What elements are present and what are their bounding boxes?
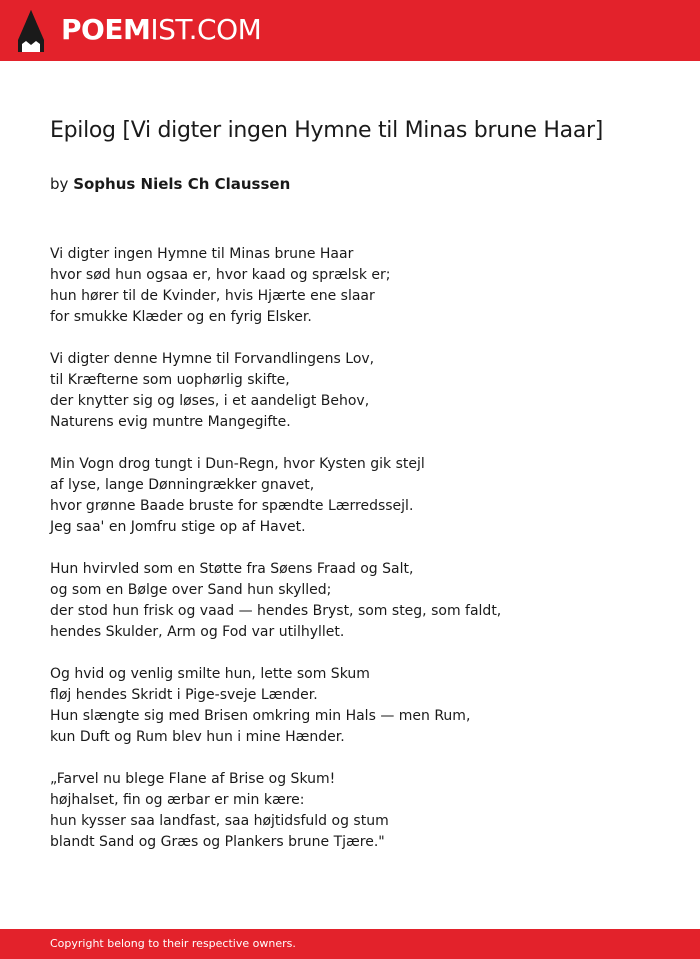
poem-line: „Farvel nu blege Flane af Brise og Skum! (50, 771, 336, 787)
author-name: Sophus Niels Ch Claussen (73, 175, 291, 193)
logo-bold-text: POEM (61, 13, 151, 46)
poem-line: og som en Bølge over Sand hun skylled; (50, 582, 332, 598)
poem-stanza (50, 769, 650, 853)
byline (50, 174, 290, 194)
poem-line: der stod hun frisk og vaad — hendes Bryst, som steg, som faldt, (50, 603, 502, 619)
poem-stanza (50, 349, 650, 433)
pencil-icon[interactable] (18, 10, 44, 52)
copyright-text: Copyright belong to their respective owners. (50, 937, 296, 950)
poem-stanza (50, 454, 650, 538)
site-header (0, 0, 700, 61)
by-label: by (50, 175, 69, 193)
poem-line: Jeg saa' en Jomfru stige op af Havet. (50, 519, 306, 535)
poem-stanza (50, 244, 650, 328)
poem-line: til Kræfterne som uophørlig skifte, (50, 372, 290, 388)
poem-line: for smukke Klæder og en fyrig Elsker. (50, 309, 312, 325)
site-logo[interactable] (61, 12, 261, 48)
poem-line: hendes Skulder, Arm og Fod var utilhyllet. (50, 624, 345, 640)
poem-line: Og hvid og venlig smilte hun, lette som Skum (50, 666, 370, 682)
poem-line: Vi digter ingen Hymne til Minas brune Haar (50, 246, 354, 262)
poem-title: Epilog [Vi digter ingen Hymne til Minas brune Haar] (50, 118, 604, 143)
poem-stanza (50, 664, 650, 748)
poem-line: hvor sød hun ogsaa er, hvor kaad og sprælsk er; (50, 267, 391, 283)
poem-line: kun Duft og Rum blev hun i mine Hænder. (50, 729, 345, 745)
logo-light-text: IST.COM (150, 13, 262, 46)
poem-line: hun hører til de Kvinder, hvis Hjærte ene slaar (50, 288, 375, 304)
poem-line: Min Vogn drog tungt i Dun-Regn, hvor Kysten gik stejl (50, 456, 425, 472)
poem-body (50, 244, 650, 874)
poem-stanza (50, 559, 650, 643)
poem-line: der knytter sig og løses, i et aandeligt Behov, (50, 393, 370, 409)
poem-line: Hun hvirvled som en Støtte fra Søens Fraad og Salt, (50, 561, 414, 577)
poem-line: højhalset, fin og ærbar er min kære: (50, 792, 305, 808)
poem-line: fløj hendes Skridt i Pige-sveje Lænder. (50, 687, 318, 703)
poem-line: af lyse, lange Dønningrækker gnavet, (50, 477, 315, 493)
poem-line: hun kysser saa landfast, saa højtidsfuld og stum (50, 813, 389, 829)
poem-line: Vi digter denne Hymne til Forvandlingens Lov, (50, 351, 375, 367)
poem-line: Hun slængte sig med Brisen omkring min Hals — men Rum, (50, 708, 471, 724)
site-footer (0, 929, 700, 959)
poem-line: hvor grønne Baade bruste for spændte Lærredssejl. (50, 498, 414, 514)
poem-line: Naturens evig muntre Mangegifte. (50, 414, 291, 430)
poem-line: blandt Sand og Græs og Plankers brune Tjære." (50, 834, 385, 850)
